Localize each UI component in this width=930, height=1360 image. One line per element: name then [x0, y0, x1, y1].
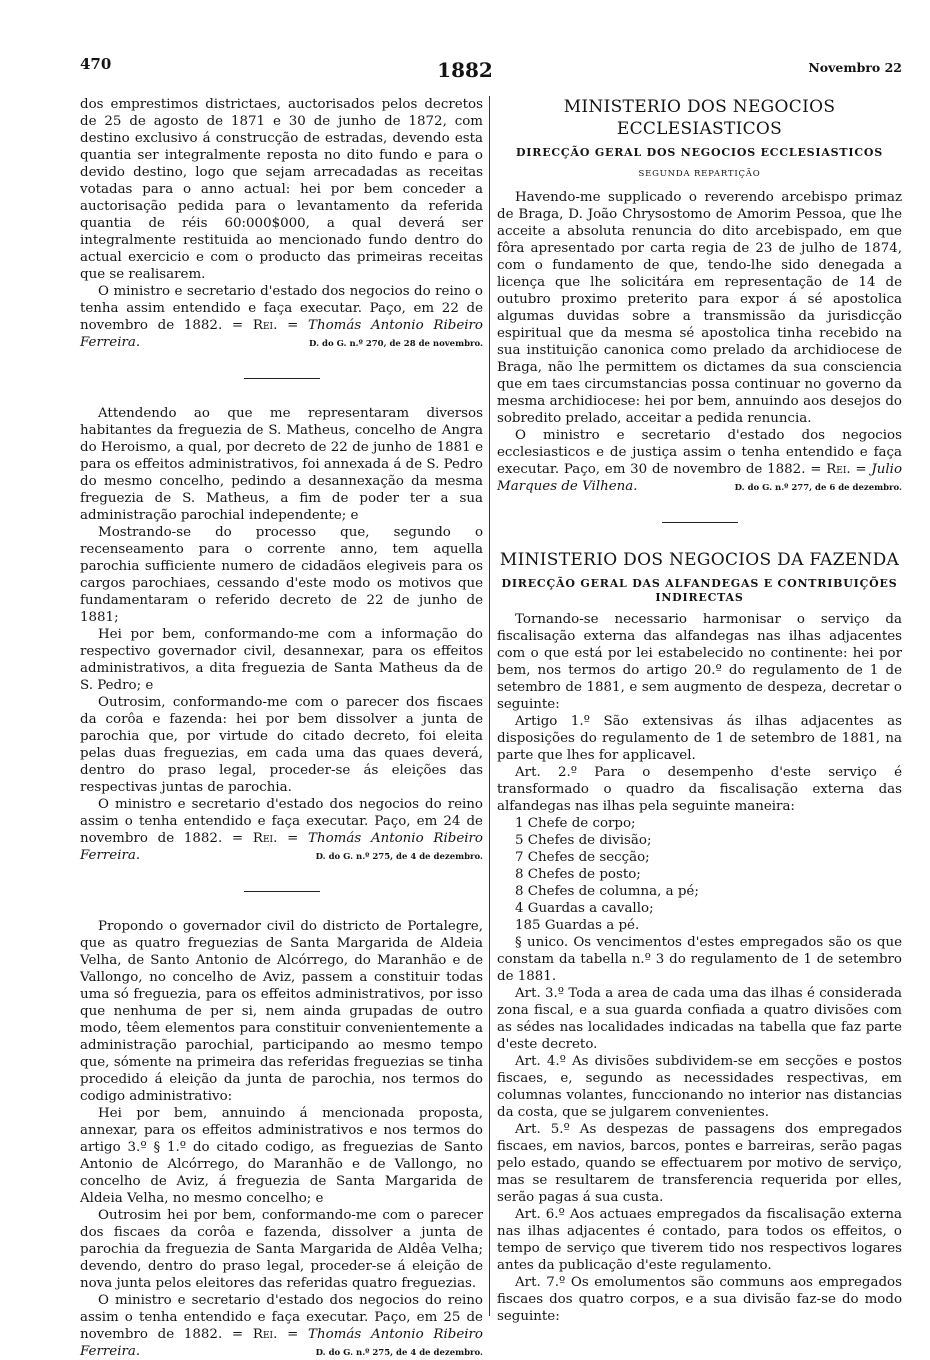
direction-heading: DIRECÇÃO GERAL DAS ALFANDEGAS E CONTRIBUIÇÕES INDIRECTAS [501, 577, 898, 604]
paragraph: Mostrando-se do processo que, segundo o recenseamento para o corrente anno, tem aquella parochia sufficiente numero de cidadãos elegiveis para os cargos parochiaes, cessando d'este modo os motivos que fundamentaram o referido decreto de 22 de junho de 1881; [80, 525, 483, 625]
page-number: 470 [80, 55, 112, 73]
closing-text: O ministro e secretario d'estado dos negocios do reino assim o tenha entendido e faça executar. Paço, em 25 de novembro de 1882. [80, 1293, 483, 1342]
decree-block-3 [80, 918, 483, 1359]
article-6: Art. 6.º Aos actuaes empregados da fiscalisação externa nas ilhas adjacentes é contado, para todos os effeitos, o tempo de serviço que tiverem tido nos respectivos logares antes da publicação d'este regulamento. [497, 1207, 902, 1273]
article-1: Artigo 1.º São extensivas ás ilhas adjacentes as disposições do regulamento de 1 de setembro de 1881, na parte que lhes for applicavel. [497, 714, 902, 763]
list-item: 8 Chefes de posto; [515, 867, 641, 882]
closing-paragraph: O ministro e secretario d'estado dos negocios do reino o tenha assim entendido e faça executar. Paço, em 22 de novembro de 1882. = Rei. = Thomás Antonio Ribeiro Ferreira. [80, 284, 483, 350]
paragraph: Havendo-me supplicado o reverendo arcebispo primaz de Braga, D. João Chrysostomo de Amorim Pessoa, que lhe acceite a absoluta renuncia do dito arcebispado, em que fôra apresentado por carta regia de 23 de julho de 1874, com o fundamento de que, tendo-lhe sido denegada a licença que lhe solicitára em representação de 14 de outubro proximo preterito para expor á sé apostolica algumas duvidas sobre a transmissão da jurisdicção espiritual que da mesma sé apostolica tinha recebido na sua instituição canonica como prelado da archidiocese de Braga, não lhe permittem os dictames da sua consciencia que em taes circumstancias possa continuar no governo da mesma archidiocese: hei por bem, annuindo aos desejos do sobredito prelado, acceitar a pedida renuncia. [497, 190, 902, 426]
signature: Thomás Antonio Ribeiro Ferreira. [80, 318, 483, 350]
paragraph: Hei por bem, conformando-me com a informação do respectivo governador civil, desannexar, para os effeitos administrativos, a dita freguezia de Santa Matheus da de S. Pedro; e [80, 627, 483, 693]
page-date: Novembro 22 [808, 60, 902, 75]
rei-mark: Rei. [252, 831, 278, 846]
signature: Thomás Antonio Ribeiro Ferreira. [80, 1327, 483, 1359]
paragraph: Tornando-se necessario harmonisar o serviço da fiscalisação externa das alfandegas nas ilhas adjacentes com o que está por lei estabelecido no continente: hei por bem, nos termos do artigo 20.º do regulamento de 1 de setembro de 1881, e sem augmento de despeza, decretar o seguinte: [497, 612, 902, 712]
paragraph: dos emprestimos districtaes, auctorisados pelos decretos de 25 de agosto de 1871 e 30 de junho de 1872, com destino exclusivo á construcção de estradas, devendo esta quantia ser integralmente reposta no dito fundo e para o devido destino, logo que sejam arrecadadas as receitas votadas para o anno actual: hei por bem conceder a auctorisação pedida para o levantamento da referida quantia de réis 60:000$000, a qual deverá ser integralmente restituida ao mencionado fundo dentro do actual exercicio e com o producto das primeiras receitas que se realisarem. [80, 97, 483, 282]
left-column [80, 96, 483, 1359]
closing-paragraph: O ministro e secretario d'estado dos negocios do reino assim o tenha entendido e faça executar. Paço, em 24 de novembro de 1882. = Rei. = Thomás Antonio Ribeiro Ferreira. [80, 797, 483, 863]
signature: Thomás Antonio Ribeiro Ferreira. [80, 831, 483, 863]
ministry-heading: MINISTERIO DOS NEGOCIOS ECCLESIASTICOS [563, 97, 836, 139]
list-item: 1 Chefe de corpo; [515, 816, 636, 831]
ecclesiastical-section [497, 96, 902, 494]
paragraph: Attendendo ao que me representaram diversos habitantes da freguezia de S. Matheus, concelho de Angra do Heroismo, a qual, por decreto de 22 de junho de 1881 e para os effeitos administrativos, foi annexada á de S. Pedro do mesmo concelho, pedindo a desannexação da mesma freguezia de S. Matheus, a fim de poder ter a sua administração parochial independente; e [80, 406, 483, 523]
article-2: Art. 2.º Para o desempenho d'este serviço é transformado o quadro da fiscalisação externa das alfandegas nas ilhas pela seguinte maneira: [497, 765, 902, 814]
rei-mark: Rei. [252, 1327, 278, 1342]
separator-rule [244, 378, 320, 379]
paragraph-unico: § unico. Os vencimentos d'estes empregados são os que constam da tabella n.º 3 do regulamento de 1 de setembro de 1881. [497, 935, 902, 984]
paragraph: Hei por bem, annuindo á mencionada proposta, annexar, para os effeitos administrativos e nos termos do artigo 3.º § 1.º do citado codigo, as freguezias de Santo Antonio de Alcórrego, do Maranhão e de Vallongo, no concelho de Aviz, á freguezia de Santa Margarida de Aldeia Velha, no mesmo concelho; e [80, 1106, 483, 1206]
article-3: Art. 3.º Toda a area de cada uma das ilhas é considerada zona fiscal, e a sua guarda confiada a quatro divisões com as sédes nas localidades indicadas na tabella que faz parte d'este decreto. [497, 986, 902, 1052]
article-7: Art. 7.º Os emolumentos são communs aos empregados fiscaes dos quatro corpos, e a sua divisão faz-se do modo seguinte: [497, 1275, 902, 1324]
closing-paragraph: O ministro e secretario d'estado dos negocios ecclesiasticos e de justiça assim o tenha entendido e faça executar. Paço, em 30 de novembro de 1882. = Rei. = Julio Marques de Vilhena. [497, 428, 903, 494]
paragraph: Outrosim hei por bem, conformando-me com o parecer dos fiscaes da corôa e fazenda, dissolver a junta de parochia da freguezia de Santa Margarida de Aldêa Velha; devendo, dentro do praso legal, proceder-se á eleição de nova junta pelos eleitores das referidas quatro freguezias. [80, 1208, 483, 1291]
decree-block-2 [80, 405, 483, 863]
finance-section [497, 549, 902, 1325]
source-reference: D. do G. n.º 275, de 4 de dezembro. [315, 1348, 483, 1358]
signature: Julio Marques de Vilhena. [497, 462, 903, 494]
list-item: 185 Guardas a pé. [515, 918, 640, 933]
list-item: 4 Guardas a cavallo; [515, 901, 654, 916]
page-year: 1882 [437, 58, 493, 82]
rei-mark: Rei. [826, 462, 851, 477]
separator-rule [244, 891, 320, 892]
source-reference: D. do G. n.º 270, de 28 de novembro. [309, 339, 483, 349]
decree-block-1 [80, 96, 483, 350]
closing-text: O ministro e secretario d'estado dos negocios do reino o tenha assim entendido e faça executar. Paço, em 22 de novembro de 1882. [80, 284, 483, 333]
closing-paragraph: O ministro e secretario d'estado dos negocios do reino assim o tenha entendido e faça executar. Paço, em 25 de novembro de 1882. = Rei. = Thomás Antonio Ribeiro Ferreira. [80, 1293, 483, 1359]
right-column [497, 96, 902, 1325]
list-item: 5 Chefes de divisão; [515, 833, 652, 848]
ministry-heading: MINISTERIO DOS NEGOCIOS DA FAZENDA [499, 550, 900, 570]
paragraph: Outrosim, conformando-me com o parecer dos fiscaes da corôa e fazenda: hei por bem dissolver a junta de parochia que, por virtude do citado decreto, foi eleita pelas duas freguezias, em cada uma das quaes deverá, dentro do praso legal, proceder-se ás eleições das respectivas juntas de parochia. [80, 695, 483, 795]
rei-mark: Rei. [252, 318, 278, 333]
closing-text: O ministro e secretario d'estado dos negocios ecclesiasticos e de justiça assim o tenha entendido e faça executar. Paço, em 30 de novembro de 1882. [497, 428, 902, 477]
article-5: Art. 5.º As despezas de passagens dos empregados fiscaes, em navios, barcos, pontes e barreiras, serão pagas pelo estado, quando se effectuarem por motivo de serviço, mas se resultarem de transferencia requerida por elles, serão pagas á sua custa. [497, 1122, 902, 1205]
article-4: Art. 4.º As divisões subdividem-se em secções e postos fiscaes, e, segundo as necessidades respectivas, em columnas volantes, funccionando no interior nas distancias da costa, que se julgarem convenientes. [497, 1054, 902, 1120]
paragraph: Propondo o governador civil do districto de Portalegre, que as quatro freguezias de Santa Margarida de Aldeia Velha, de Santo Antonio de Alcórrego, do Maranhão e de Vallongo, no concelho de Aviz, passem a constituir todas uma só freguezia, para os effeitos administrativos, por isso que nenhuma de per si, nem ainda grupadas de outro modo, têem elementos para constituir convenientemente a administração parochial, participando ao mesmo tempo que, sómente na primeira das referidas freguezias se tinha procedido á eleição da junta de parochia, nos termos do codigo administrativo: [80, 919, 483, 1104]
separator-rule [662, 522, 738, 523]
staff-list [497, 815, 902, 934]
column-divider [489, 96, 490, 1316]
list-item: 8 Chefes de columna, a pé; [515, 884, 699, 899]
source-reference: D. do G. n.º 275, de 4 de dezembro. [315, 852, 483, 862]
direction-heading: DIRECÇÃO GERAL DOS NEGOCIOS ECCLESIASTICOS [515, 146, 884, 159]
source-reference: D. do G. n.º 277, de 6 de dezembro. [734, 483, 902, 493]
closing-text: O ministro e secretario d'estado dos negocios do reino assim o tenha entendido e faça executar. Paço, em 24 de novembro de 1882. [80, 797, 483, 846]
section-heading: SEGUNDA REPARTIÇÃO [638, 169, 761, 179]
list-item: 7 Chefes de secção; [515, 850, 650, 865]
